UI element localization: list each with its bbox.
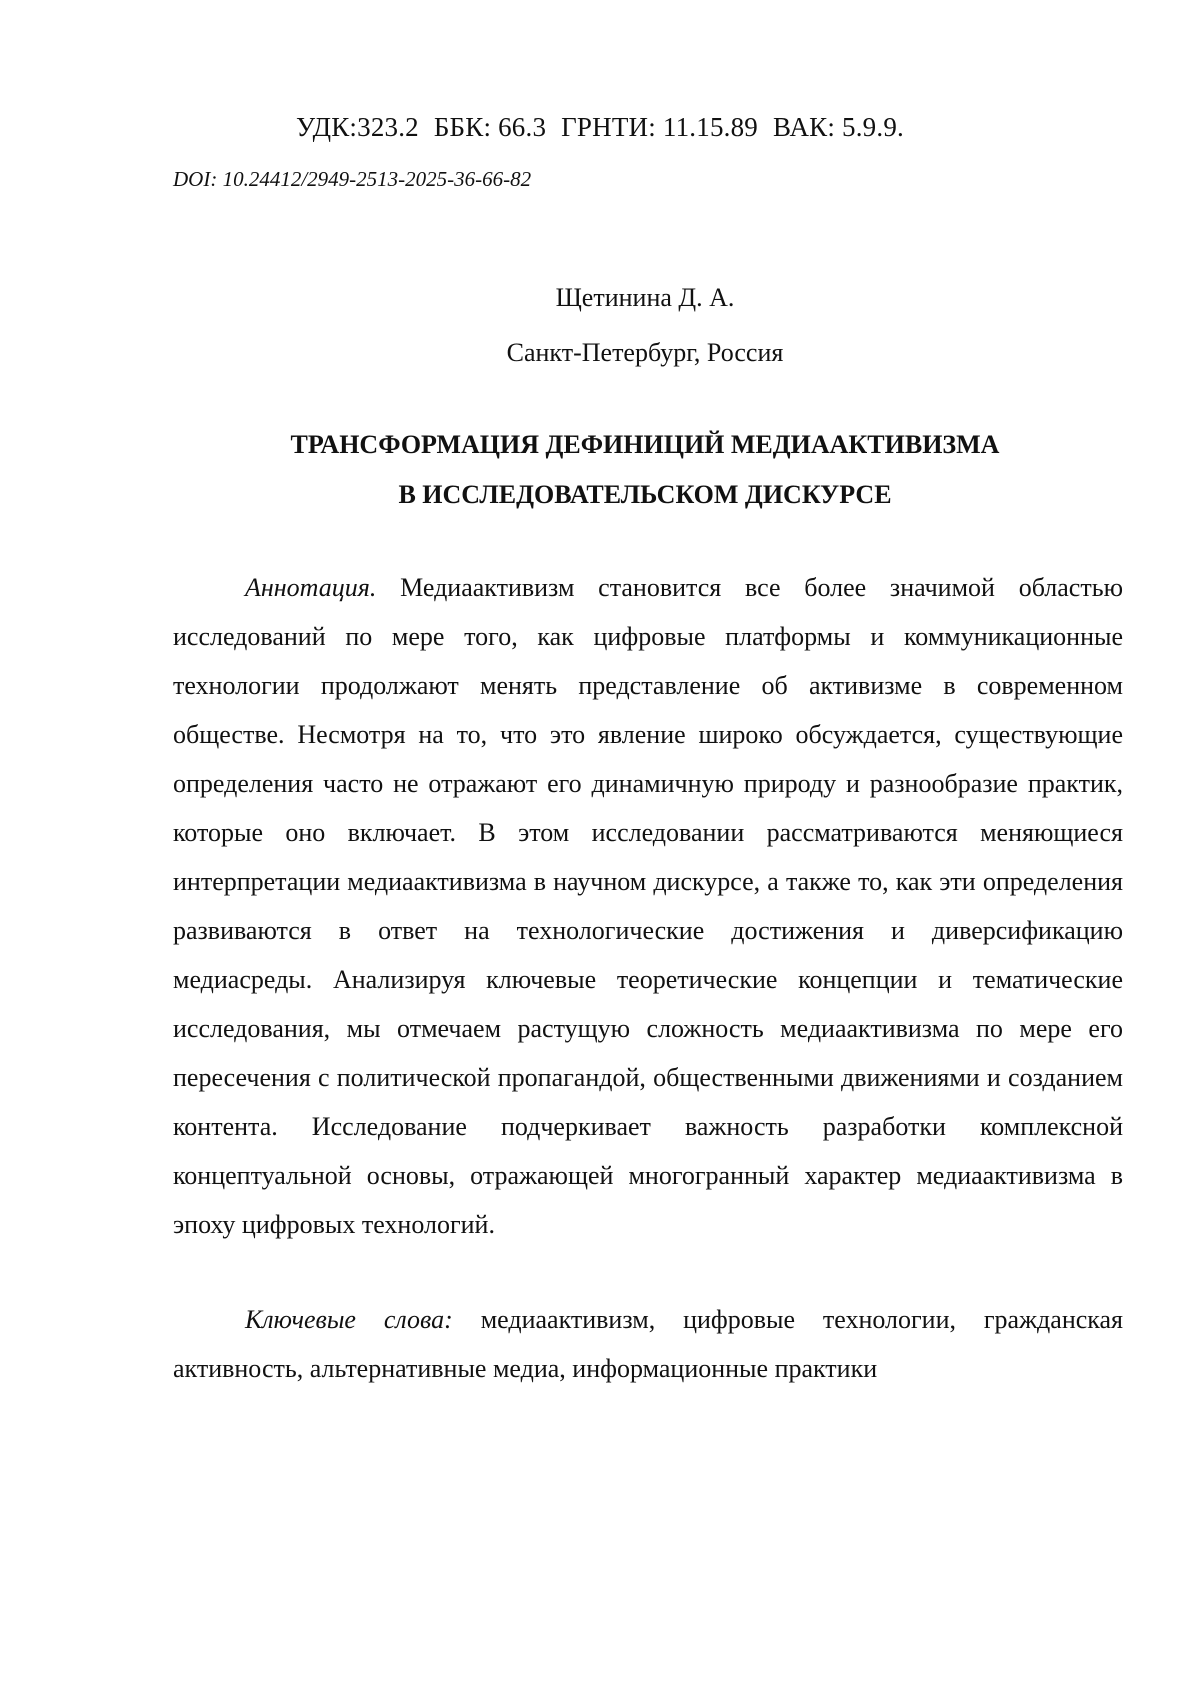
author-name: Щетинина Д. А. bbox=[0, 283, 1200, 313]
title-line-2: В ИССЛЕДОВАТЕЛЬСКОМ ДИСКУРСЕ bbox=[0, 470, 1200, 520]
keywords-text: медиаактивизм, цифровые технологии, гражданская активность, альтернативные медиа, информационные практики bbox=[173, 1305, 1123, 1383]
udk-code: УДК:323.2 bbox=[296, 112, 419, 142]
grnti-code: ГРНТИ: 11.15.89 bbox=[561, 112, 758, 142]
doi: DOI: 10.24412/2949-2513-2025-36-66-82 bbox=[173, 167, 531, 192]
vak-code: ВАК: 5.9.9. bbox=[773, 112, 904, 142]
keywords bbox=[173, 1295, 1123, 1393]
paper-page bbox=[0, 0, 1200, 1697]
abstract bbox=[173, 563, 1123, 1249]
bbk-code: ББК: 66.3 bbox=[434, 112, 546, 142]
classification-codes bbox=[0, 112, 1200, 143]
keywords-label: Ключевые слова: bbox=[245, 1305, 453, 1334]
abstract-text: Медиаактивизм становится все более значимой областью исследований по мере того, как цифровые платформы и коммуникационные технологии продолжают менять представление об активизме в современном обществе. Несмотря на то, что это явление широко обсуждается, существующие определения часто не отражают его динамичную природу и разнообразие практик, которые оно включает. В этом исследовании рассматриваются меняющиеся интерпретации медиаактивизма в научном дискурсе, а также то, как эти определения развиваются в ответ на технологические достижения и диверсификацию медиасреды. Анализируя ключевые теоретические концепции и тематические исследования, мы отмечаем растущую сложность медиаактивизма по мере его пересечения с политической пропагандой, общественными движениями и созданием контента. Исследование подчеркивает важность разработки комплексной концептуальной основы, отражающей многогранный характер медиаактивизма в эпоху цифровых технологий. bbox=[173, 573, 1123, 1239]
title-line-1: ТРАНСФОРМАЦИЯ ДЕФИНИЦИЙ МЕДИААКТИВИЗМА bbox=[0, 420, 1200, 470]
abstract-label: Аннотация. bbox=[245, 573, 376, 602]
author-location: Санкт-Петербург, Россия bbox=[0, 338, 1200, 368]
paper-title bbox=[0, 420, 1200, 520]
